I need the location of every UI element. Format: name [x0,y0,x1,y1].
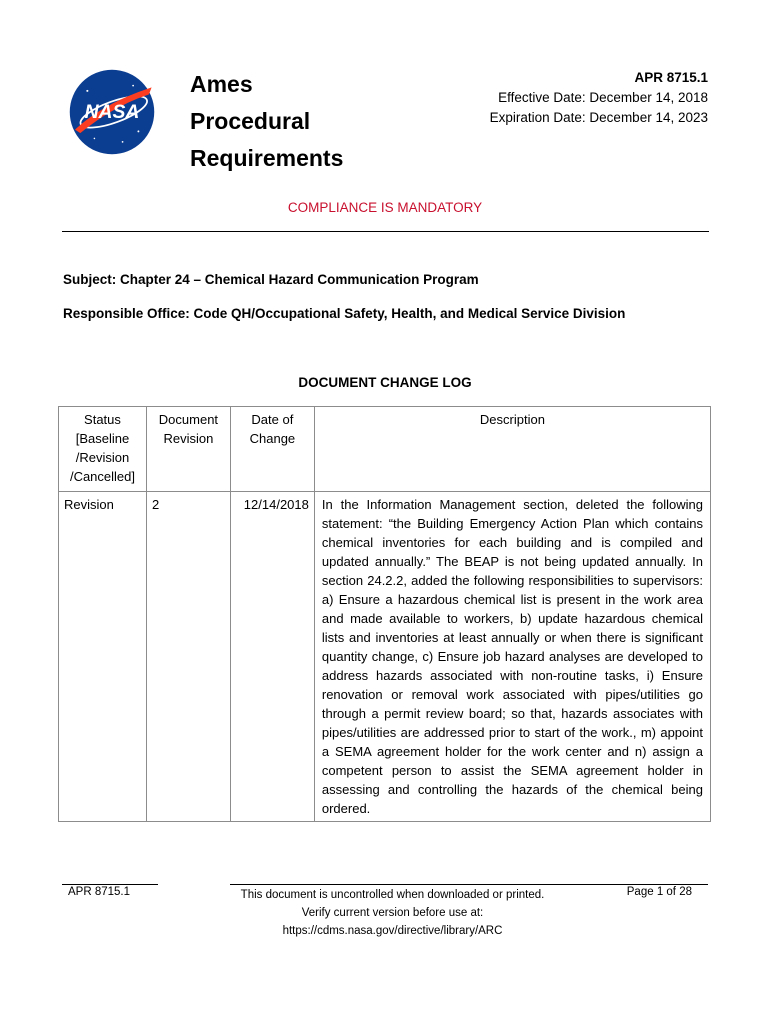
cell-date: 12/14/2018 [230,492,314,822]
footer-notice [230,886,555,940]
cell-status: Revision [59,492,147,822]
title-line: Procedural [190,108,311,134]
header-revision: Document Revision [146,407,230,492]
change-log-table [58,406,711,822]
footer-notice-line: This document is uncontrolled when downloaded or printed. [240,889,545,901]
effective-date: Effective Date: December 14, 2018 [498,90,708,105]
subject-line: Subject: Chapter 24 – Chemical Hazard Communication Program [63,272,479,287]
footer-page-number: Page 1 of 28 [626,886,692,898]
table-header-row [59,407,711,492]
header-divider [62,231,709,232]
footer-notice-line: Verify current version before use at: [301,907,484,919]
cell-revision: 2 [146,492,230,822]
table-row [59,492,711,822]
cell-description: In the Information Management section, deleted the following statement: “the Building Emergency Action Plan which contains chemical inventories for each building and is compiled and updated annually.” The BEAP is not being updated annually. In section 24.2.2, added the following responsibilities to supervisors: a) Ensure a hazardous chemical list is present in the work area and made available to workers, b) update hazardous chemical lists and inventories at least annually or when there is significant quantity change, c) Ensure job hazard analyses are developed to address hazards associated with non-routine tasks, i) Ensure renovation or removal work associated with pipes/utilities go through a permit review board; so that, hazards associates with pipes/utilities are addressed prior to start of the work., m) appoint a SEMA agreement holder for the work center and n) assign a competent person to assist the SEMA agreement holder in assessing and controlling the hazards of the chemical being ordered. [314,492,710,822]
title-line: Requirements [190,145,344,171]
change-log-title: DOCUMENT CHANGE LOG [298,375,472,390]
footer-divider-right [230,884,708,885]
document-meta [490,68,708,128]
footer-doc-number: APR 8715.1 [68,886,131,898]
title-line: Ames [190,71,253,97]
footer-url[interactable]: https://cdms.nasa.gov/directive/library/ARC [282,925,503,937]
footer-divider-left [62,884,158,885]
header-date: Date of Change [230,407,314,492]
header-description: Description [314,407,710,492]
document-title [190,66,343,177]
nasa-logo [68,68,156,156]
logo-text: NASA [84,101,140,124]
responsible-office: Responsible Office: Code QH/Occupational Safety, Health, and Medical Service Division [63,306,626,321]
doc-number: APR 8715.1 [634,70,708,85]
header-status: Status [Baseline /Revision /Cancelled] [59,407,147,492]
compliance-notice: COMPLIANCE IS MANDATORY [287,200,483,215]
expiration-date: Expiration Date: December 14, 2023 [489,110,708,125]
